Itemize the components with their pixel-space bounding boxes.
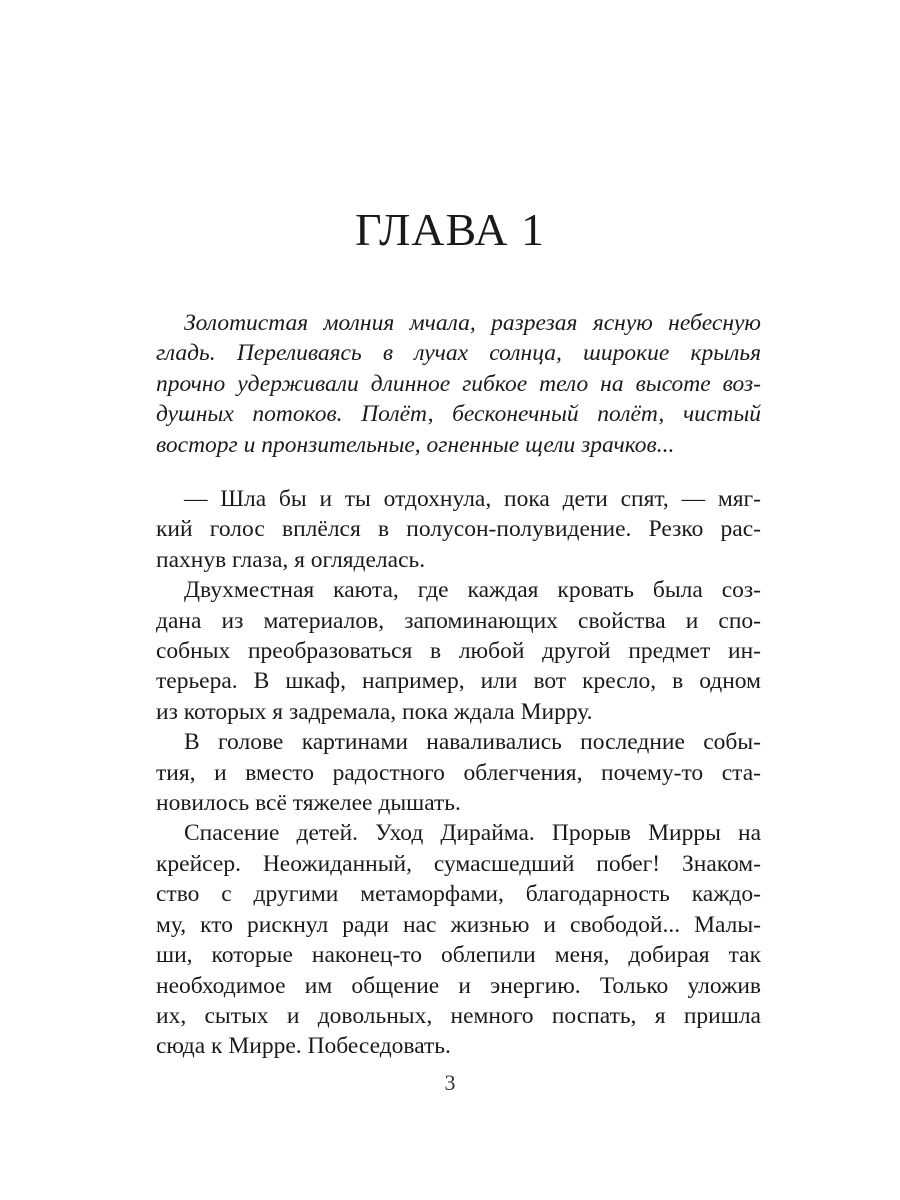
- text-line: сюда к Мирре. Побеседовать.: [156, 1033, 451, 1060]
- text-line: Золотистая молния мчала, разрезая ясную небесную: [184, 310, 761, 336]
- paragraph: [156, 727, 761, 818]
- text-line: необходимое им общение и энергию. Только уложив: [156, 972, 761, 999]
- text-line: пахнув глаза, я огляделась.: [156, 546, 426, 573]
- text-line: новилось всё тяжелее дышать.: [156, 790, 461, 817]
- text-line: дана из материалов, запоминающих свойства и спо-: [156, 607, 761, 634]
- text-line: — Шла бы и ты отдохнула, пока дети спят, — мяг-: [184, 486, 761, 512]
- body-text: [156, 484, 761, 1062]
- text-line: Спасение детей. Уход Дирайма. Прорыв Мирры на: [184, 820, 761, 847]
- text-line: из которых я задремала, пока ждала Мирру.: [156, 698, 593, 725]
- epigraph-paragraph: [156, 308, 761, 460]
- paragraph: [156, 484, 761, 575]
- text-line: гладь. Переливаясь в лучах солнца, широкие крылья: [156, 340, 761, 367]
- text-line: ши, которые наконец-то облепили меня, добирая так: [156, 942, 761, 969]
- text-line: душных потоков. Полёт, бесконечный полёт, чистый: [156, 401, 761, 428]
- text-line: собных преобразоваться в любой другой предмет ин-: [156, 638, 761, 665]
- text-line: их, сытых и довольных, немного поспать, я пришла: [156, 1002, 761, 1029]
- text-line: ство с другими метаморфами, благодарность каждо-: [156, 881, 761, 908]
- text-line: терьера. В шкаф, например, или вот кресло, в одном: [156, 668, 761, 695]
- paragraph: [156, 575, 761, 727]
- text-line: Двухместная каюта, где каждая кровать была соз-: [184, 577, 761, 604]
- text-line: прочно удерживали длинное гибкое тело на высоте воз-: [156, 370, 761, 397]
- paragraph: [156, 818, 761, 1061]
- epigraph: [156, 308, 761, 460]
- text-line: В голове картинами наваливались последние собы-: [184, 729, 761, 756]
- page-number: 3: [444, 1070, 456, 1095]
- text-line: му, кто рискнул ради нас жизнью и свободой... Малы-: [156, 911, 761, 938]
- chapter-title: ГЛАВА 1: [354, 204, 546, 255]
- text-line: кий голос вплёлся в полусон-полувидение. Резко рас-: [156, 516, 761, 543]
- text-line: крейсер. Неожиданный, сумасшедший побег! Знаком-: [156, 850, 761, 877]
- text-line: тия, и вместо радостного облегчения, почему-то ста-: [156, 759, 761, 786]
- text-line: восторг и пронзительные, огненные щели зрачков...: [156, 431, 675, 458]
